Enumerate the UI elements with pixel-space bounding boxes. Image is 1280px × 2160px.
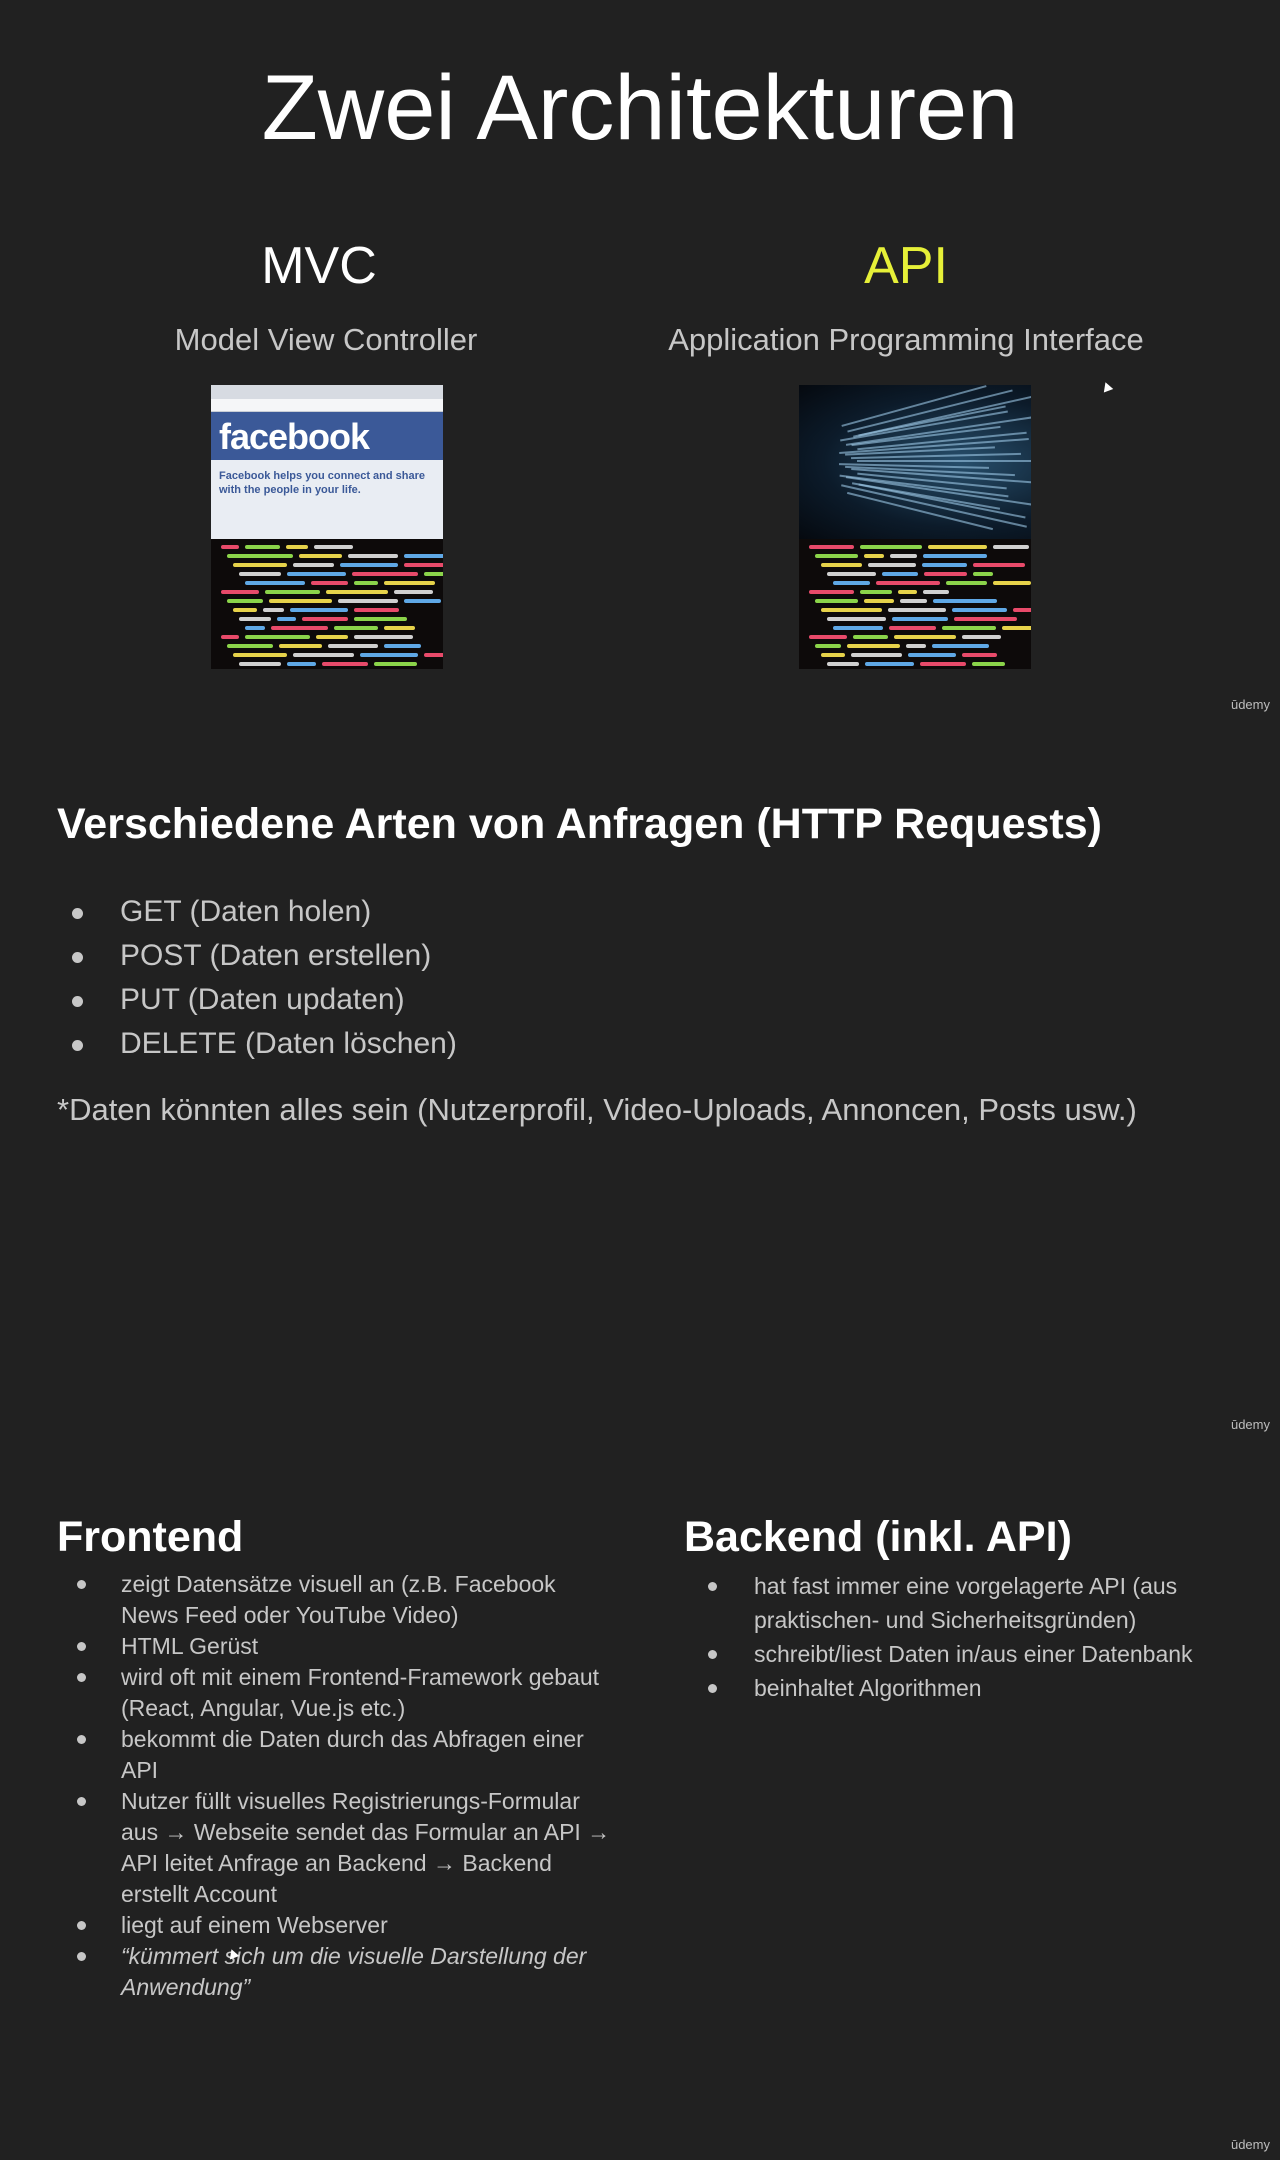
facebook-logo: facebook [219,416,370,457]
api-image [799,385,1031,669]
backend-column [684,1513,1244,1705]
frontend-heading: Frontend [57,1513,244,1561]
list-item: liegt auf einem Webserver [57,1910,617,1941]
data-stream-image [799,385,1031,539]
list-item: Nutzer füllt visuelles Registrierungs-Formular aus → Webseite sendet das Formular an API → API leitet Anfrage an Backend → Backend erstellt Account [57,1786,617,1910]
udemy-watermark: ūdemy [1230,1417,1270,1432]
list-item: POST (Daten erstellen) [72,934,457,978]
facebook-tagline: Facebook helps you connect and share with the people in your life. [219,470,425,497]
data-note: *Daten könnten alles sein (Nutzerprofil, Video-Uploads, Annoncen, Posts usw.) [57,1092,1137,1127]
mvc-image [211,385,443,669]
frontend-list [57,1569,617,2003]
slide-architectures [0,0,1280,720]
facebook-screenshot [211,385,443,539]
slide-http-requests [0,720,1280,1440]
slide-title: Verschiedene Arten von Anfragen (HTTP Requests) [57,800,1102,848]
mvc-column [6,237,646,358]
mouse-cursor-icon [1101,381,1113,393]
mvc-subtitle: Model View Controller [174,322,478,357]
list-item: bekommt die Daten durch das Abfragen einer API [57,1724,617,1786]
list-item: wird oft mit einem Frontend-Framework gebaut (React, Angular, Vue.js etc.) [57,1662,617,1724]
list-item: hat fast immer eine vorgelagerte API (aus praktischen- und Sicherheitsgründen) [684,1569,1244,1637]
udemy-watermark: ūdemy [1230,2137,1270,2152]
list-item: HTML Gerüst [57,1631,617,1662]
backend-list [684,1569,1244,1705]
list-item: “kümmert sich um die visuelle Darstellung der Anwendung” [57,1941,617,2003]
code-image [211,539,443,669]
list-item: schreibt/liest Daten in/aus einer Datenbank [684,1637,1244,1671]
list-item: zeigt Datensätze visuell an (z.B. Facebook News Feed oder YouTube Video) [57,1569,617,1631]
slide-title: Zwei Architekturen [261,57,1019,159]
list-item: DELETE (Daten löschen) [72,1022,457,1066]
list-item: beinhaltet Algorithmen [684,1671,1244,1705]
api-column [586,237,1226,358]
api-subtitle: Application Programming Interface [668,322,1144,357]
code-image [799,539,1031,669]
http-methods-list [72,890,457,1066]
api-heading: API [864,237,948,295]
frontend-column [57,1513,617,2003]
list-item: PUT (Daten updaten) [72,978,457,1022]
udemy-watermark: ūdemy [1230,697,1270,712]
mvc-heading: MVC [261,237,377,295]
backend-heading: Backend (inkl. API) [684,1513,1072,1561]
list-item: GET (Daten holen) [72,890,457,934]
slide-frontend-backend [0,1440,1280,2160]
